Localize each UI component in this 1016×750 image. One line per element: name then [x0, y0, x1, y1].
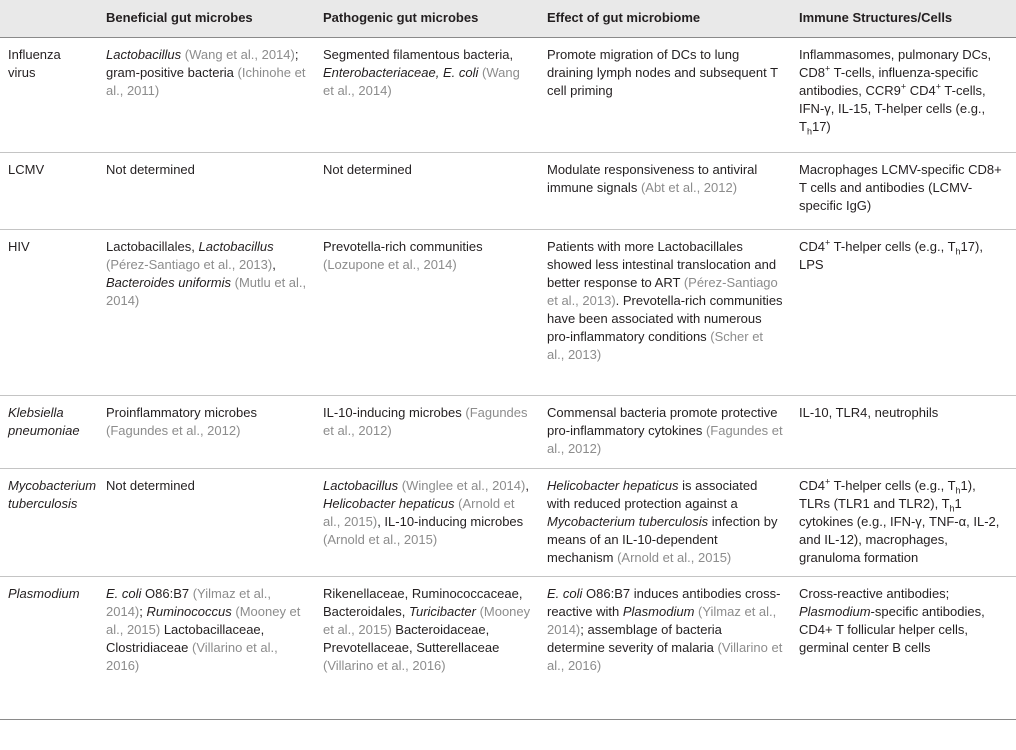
cell-text: Plasmodium [8, 585, 80, 601]
cell-text: IL-10-inducing microbes [323, 404, 466, 420]
cell-text: Lactobacillaceae, Clostridiaceae [106, 621, 265, 655]
cell-text: , IL-10-inducing microbes [377, 513, 524, 529]
header-cell-immune: Immune Structures/Cells [791, 0, 1016, 37]
cell-text: CD4 [799, 238, 826, 254]
cell-text: Not determined [323, 161, 412, 177]
citation-text: (Mooney et al., 2015) [323, 603, 531, 637]
cell-text: 17), LPS [799, 238, 983, 272]
cell-text: Influenza virus [8, 46, 61, 80]
header-row [0, 0, 1016, 37]
beneficial-cell [98, 576, 315, 719]
beneficial-cell [98, 229, 315, 395]
header-cell-pathogen [0, 0, 98, 37]
cell-text: ; assemblage of bacteria determine severity of malaria [547, 621, 722, 655]
header-cell-beneficial: Beneficial gut microbes [98, 0, 315, 37]
cell-text: CD4 [799, 477, 826, 493]
cell-text: Promote migration of DCs to lung draining lymph nodes and subsequent T cell priming [547, 46, 778, 98]
cell-text: h [806, 126, 812, 137]
cell-text: E. coli [106, 585, 142, 601]
pathogenic-cell [315, 152, 539, 229]
citation-text: (Villarino et al., 2016) [323, 657, 446, 673]
citation-text: (Pérez-Santiago et al., 2013) [106, 256, 273, 272]
cell-text: T-cells, IFN-γ, IL-15, T-helper cells (e.g., T [799, 82, 986, 134]
effect-cell [539, 468, 791, 576]
cell-text: Ruminococcus [146, 603, 232, 619]
beneficial-cell [98, 468, 315, 576]
cell-text: + [825, 237, 831, 248]
table-row [0, 468, 1016, 576]
cell-text: -specific antibodies, CD4+ T follicular helper cells, germinal center B cells [799, 603, 985, 655]
table-row [0, 576, 1016, 719]
citation-text: (Scher et al., 2013) [547, 328, 764, 362]
citation-text: (Fagundes et al., 2012) [547, 422, 783, 456]
cell-text: + [825, 476, 831, 487]
cell-text: Inflammasomes, pulmonary DCs, CD8 [799, 46, 992, 80]
citation-text: (Villarino et al., 2016) [547, 639, 783, 673]
cell-text: is associated with reduced protection against a [547, 477, 758, 511]
cell-text: Macrophages LCMV-specific CD8+ T cells and antibodies (LCMV-specific IgG) [799, 161, 1002, 213]
cell-text: h [955, 485, 961, 496]
citation-text: (Pérez-Santiago et al., 2013) [547, 274, 778, 308]
effect-cell [539, 576, 791, 719]
citation-text: (Abt et al., 2012) [640, 179, 738, 195]
citation-text: (Arnold et al., 2015) [323, 495, 515, 529]
cell-text: T-helper cells (e.g., T [830, 238, 956, 254]
cell-text: Bacteroidaceae, Prevotellaceae, Sutterellaceae [323, 621, 500, 655]
beneficial-cell [98, 37, 315, 152]
table-row [0, 37, 1016, 152]
effect-cell [539, 37, 791, 152]
cell-text: Cross-reactive antibodies; [799, 585, 950, 601]
citation-text: (Yilmaz et al., 2014) [106, 585, 271, 619]
cell-text: Lactobacillus [198, 238, 274, 254]
cell-text: + [935, 81, 942, 92]
pathogen-cell [0, 152, 98, 229]
citation-text: (Fagundes et al., 2012) [323, 404, 528, 438]
cell-text: HIV [8, 238, 30, 254]
cell-text: T-cells, influenza-specific antibodies, CCR9 [799, 64, 979, 98]
cell-text: LCMV [8, 161, 45, 177]
cell-text: 1), TLRs (TLR1 and TLR2), T [799, 477, 976, 511]
pathogen-cell [0, 37, 98, 152]
cell-text: Rikenellaceae, Ruminococcaceae, Bacteroidales, [323, 585, 523, 619]
pathogenic-cell [315, 395, 539, 468]
citation-text: (Lozupone et al., 2014) [323, 256, 457, 272]
table-row [0, 152, 1016, 229]
citation-text: (Ichinohe et al., 2011) [106, 64, 306, 98]
cell-text: , [272, 256, 276, 272]
cell-text: Klebsiella pneumoniae [8, 404, 80, 438]
header-cell-effect: Effect of gut microbiome [539, 0, 791, 37]
effect-cell [539, 152, 791, 229]
table-row [0, 229, 1016, 395]
citation-text: (Wang et al., 2014) [323, 64, 520, 98]
cell-text: T-helper cells (e.g., T [830, 477, 956, 493]
pathogen-cell [0, 468, 98, 576]
cell-text: Enterobacteriaceae, E. coli [323, 64, 479, 80]
citation-text: (Mooney et al., 2015) [106, 603, 301, 637]
table-body [0, 37, 1016, 719]
pathogenic-cell [315, 37, 539, 152]
effect-cell [539, 229, 791, 395]
cell-text: Helicobacter hepaticus [323, 495, 455, 511]
cell-text: Turicibacter [409, 603, 476, 619]
cell-text: Plasmodium [622, 603, 695, 619]
cell-text: IL-10, TLR4, neutrophils [799, 404, 939, 420]
citation-text: (Mutlu et al., 2014) [106, 274, 307, 308]
cell-text: O86:B7 [141, 585, 193, 601]
cell-text: Not determined [106, 161, 195, 177]
cell-text: Lactobacillus [106, 46, 182, 62]
cell-text: Commensal bacteria promote protective pro-inflammatory cytokines [547, 404, 778, 438]
beneficial-cell [98, 395, 315, 468]
immune-cell [791, 576, 1016, 719]
cell-text: Prevotella-rich communities [323, 238, 483, 254]
table-row [0, 395, 1016, 468]
cell-text: ; [139, 603, 147, 619]
cell-text: ; gram-positive bacteria [106, 46, 299, 80]
cell-text: CD4 [906, 82, 936, 98]
cell-text: Proinflammatory microbes [106, 404, 257, 420]
header-cell-pathogenic: Pathogenic gut microbes [315, 0, 539, 37]
pathogenic-cell [315, 229, 539, 395]
citation-text: (Fagundes et al., 2012) [106, 422, 241, 438]
cell-text: Patients with more Lactobacillales showed less intestinal translocation and better response to ART [547, 238, 777, 290]
effect-cell [539, 395, 791, 468]
immune-cell [791, 229, 1016, 395]
cell-text: Mycobacterium tuberculosis [8, 477, 97, 511]
pathogen-cell [0, 576, 98, 719]
cell-text: 17) [811, 118, 831, 134]
cell-text: Helicobacter hepaticus [547, 477, 679, 493]
cell-text: 1 cytokines (e.g., IFN-γ, TNF-α, IL-2, and IL-12), macrophages, granuloma formation [799, 495, 1000, 565]
cell-text: h [949, 503, 955, 514]
cell-text: , [525, 477, 529, 493]
citation-text: (Arnold et al., 2015) [617, 549, 732, 565]
immune-cell [791, 37, 1016, 152]
cell-text: Lactobacillales, [106, 238, 199, 254]
cell-text: Bacteroides uniformis [106, 274, 231, 290]
cell-text: E. coli [547, 585, 583, 601]
cell-text: + [900, 81, 907, 92]
cell-text: Mycobacterium tuberculosis [547, 513, 709, 529]
pathogenic-cell [315, 576, 539, 719]
immune-cell [791, 152, 1016, 229]
cell-text: Plasmodium [799, 603, 871, 619]
pathogen-cell [0, 229, 98, 395]
cell-text: . Prevotella-rich communities have been associated with numerous pro-inflammatory conditions [547, 292, 783, 344]
cell-text: Lactobacillus [323, 477, 399, 493]
beneficial-cell [98, 152, 315, 229]
cell-text: h [955, 246, 961, 257]
citation-text: (Wang et al., 2014) [181, 46, 295, 62]
cell-text: O86:B7 induces antibodies cross-reactive with [547, 585, 781, 619]
cell-text: Not determined [106, 477, 195, 493]
cell-text: Segmented filamentous bacteria, [323, 46, 514, 62]
cell-text: Modulate responsiveness to antiviral immune signals [547, 161, 758, 195]
citation-text: (Arnold et al., 2015) [323, 531, 438, 547]
citation-text: (Yilmaz et al., 2014) [547, 603, 777, 637]
pathogen-cell [0, 395, 98, 468]
cell-text: + [825, 63, 831, 74]
immune-cell [791, 468, 1016, 576]
immune-cell [791, 395, 1016, 468]
citation-text: (Winglee et al., 2014) [398, 477, 526, 493]
citation-text: (Villarino et al., 2016) [106, 639, 278, 673]
cell-text: infection by means of an IL-10-dependent mechanism [547, 513, 778, 565]
pathogenic-cell [315, 468, 539, 576]
